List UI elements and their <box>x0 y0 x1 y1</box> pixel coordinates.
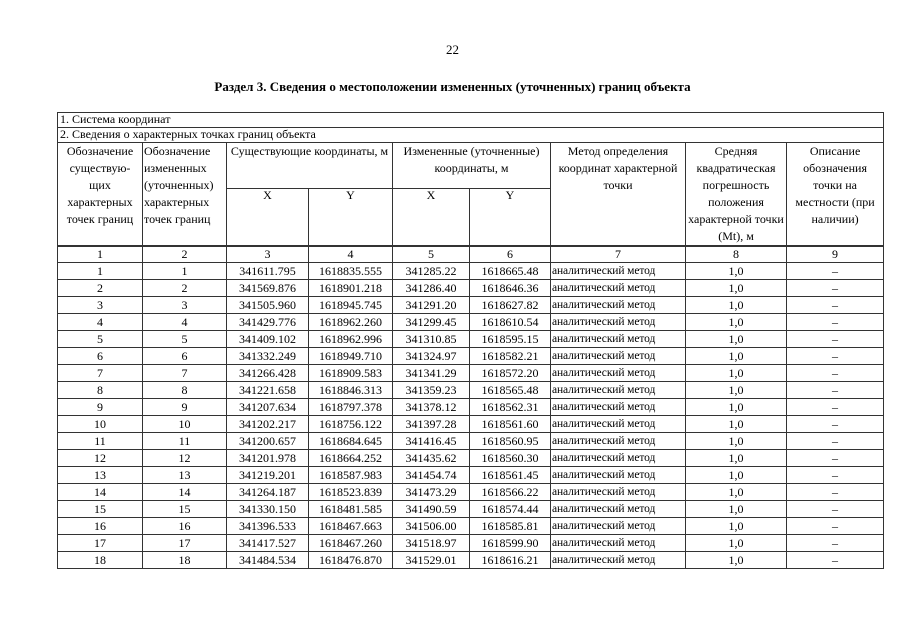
y-changed-cell: 1618616.21 <box>470 552 551 569</box>
column-number: 2 <box>143 246 227 263</box>
y-existing-cell: 1618945.745 <box>309 297 393 314</box>
error-cell: 1,0 <box>686 365 787 382</box>
table-row <box>58 552 884 569</box>
method-cell: аналитический метод <box>551 501 686 518</box>
description-cell: – <box>787 535 884 552</box>
table-row <box>58 314 884 331</box>
method-cell: аналитический метод <box>551 263 686 280</box>
description-cell: – <box>787 297 884 314</box>
changed-point-cell: 3 <box>143 297 227 314</box>
y-existing-cell: 1618835.555 <box>309 263 393 280</box>
changed-point-cell: 11 <box>143 433 227 450</box>
x-changed-cell: 341473.29 <box>393 484 470 501</box>
method-cell: аналитический метод <box>551 484 686 501</box>
changed-point-cell: 2 <box>143 280 227 297</box>
existing-point-cell: 3 <box>58 297 143 314</box>
y-existing-cell: 1618962.260 <box>309 314 393 331</box>
y-changed-cell: 1618599.90 <box>470 535 551 552</box>
changed-point-cell: 1 <box>143 263 227 280</box>
header-existing-point: Обозначение существую-щих характерных точек границ <box>58 143 143 247</box>
column-number: 3 <box>227 246 309 263</box>
changed-point-cell: 7 <box>143 365 227 382</box>
description-cell: – <box>787 518 884 535</box>
x-existing-cell: 341396.533 <box>227 518 309 535</box>
existing-point-cell: 14 <box>58 484 143 501</box>
coordinate-system-row: 1. Система координат <box>58 113 884 128</box>
x-changed-cell: 341359.23 <box>393 382 470 399</box>
header-description: Описание обозначения точки на местности (при наличии) <box>787 143 884 247</box>
changed-point-cell: 13 <box>143 467 227 484</box>
description-cell: – <box>787 467 884 484</box>
y-changed-cell: 1618582.21 <box>470 348 551 365</box>
header-changed-coords: Измененные (уточненные) координаты, м <box>393 143 551 189</box>
y-existing-cell: 1618523.839 <box>309 484 393 501</box>
error-cell: 1,0 <box>686 535 787 552</box>
column-number: 4 <box>309 246 393 263</box>
y-existing-cell: 1618962.996 <box>309 331 393 348</box>
existing-point-cell: 4 <box>58 314 143 331</box>
y-existing-cell: 1618476.870 <box>309 552 393 569</box>
error-cell: 1,0 <box>686 331 787 348</box>
method-cell: аналитический метод <box>551 450 686 467</box>
table-row <box>58 518 884 535</box>
y-existing-cell: 1618909.583 <box>309 365 393 382</box>
table-row <box>58 297 884 314</box>
x-changed-cell: 341286.40 <box>393 280 470 297</box>
column-numbers-row <box>58 246 884 263</box>
method-cell: аналитический метод <box>551 348 686 365</box>
table-row <box>58 382 884 399</box>
characteristic-points-row: 2. Сведения о характерных точках границ объекта <box>58 128 884 143</box>
y-existing-cell: 1618481.585 <box>309 501 393 518</box>
existing-point-cell: 12 <box>58 450 143 467</box>
description-cell: – <box>787 433 884 450</box>
x-changed-cell: 341285.22 <box>393 263 470 280</box>
x-existing-cell: 341200.657 <box>227 433 309 450</box>
x-existing-cell: 341569.876 <box>227 280 309 297</box>
x-existing-cell: 341417.527 <box>227 535 309 552</box>
description-cell: – <box>787 450 884 467</box>
y-existing-cell: 1618949.710 <box>309 348 393 365</box>
changed-point-cell: 5 <box>143 331 227 348</box>
x-existing-cell: 341266.428 <box>227 365 309 382</box>
description-cell: – <box>787 263 884 280</box>
changed-point-cell: 18 <box>143 552 227 569</box>
table-row <box>58 450 884 467</box>
x-existing-cell: 341505.960 <box>227 297 309 314</box>
column-number: 6 <box>470 246 551 263</box>
y-changed-cell: 1618627.82 <box>470 297 551 314</box>
y-existing-cell: 1618587.983 <box>309 467 393 484</box>
description-cell: – <box>787 331 884 348</box>
header-x-changed: X <box>393 189 470 246</box>
column-number: 1 <box>58 246 143 263</box>
header-y-changed: Y <box>470 189 551 246</box>
y-changed-cell: 1618566.22 <box>470 484 551 501</box>
y-changed-cell: 1618561.60 <box>470 416 551 433</box>
y-existing-cell: 1618797.378 <box>309 399 393 416</box>
existing-point-cell: 8 <box>58 382 143 399</box>
column-number: 7 <box>551 246 686 263</box>
boundary-points-table <box>57 112 884 569</box>
header-changed-point: Обозначение измененных (уточненных) характерных точек границ <box>143 143 227 247</box>
y-existing-cell: 1618684.645 <box>309 433 393 450</box>
description-cell: – <box>787 382 884 399</box>
x-changed-cell: 341324.97 <box>393 348 470 365</box>
existing-point-cell: 11 <box>58 433 143 450</box>
method-cell: аналитический метод <box>551 552 686 569</box>
method-cell: аналитический метод <box>551 467 686 484</box>
x-existing-cell: 341264.187 <box>227 484 309 501</box>
y-existing-cell: 1618901.218 <box>309 280 393 297</box>
method-cell: аналитический метод <box>551 433 686 450</box>
error-cell: 1,0 <box>686 501 787 518</box>
method-cell: аналитический метод <box>551 518 686 535</box>
changed-point-cell: 15 <box>143 501 227 518</box>
table-row <box>58 484 884 501</box>
existing-point-cell: 15 <box>58 501 143 518</box>
method-cell: аналитический метод <box>551 365 686 382</box>
description-cell: – <box>787 501 884 518</box>
error-cell: 1,0 <box>686 552 787 569</box>
changed-point-cell: 14 <box>143 484 227 501</box>
table-row <box>58 263 884 280</box>
header-method: Метод определения координат характерной точки <box>551 143 686 247</box>
y-existing-cell: 1618664.252 <box>309 450 393 467</box>
existing-point-cell: 7 <box>58 365 143 382</box>
error-cell: 1,0 <box>686 263 787 280</box>
description-cell: – <box>787 484 884 501</box>
error-cell: 1,0 <box>686 450 787 467</box>
y-changed-cell: 1618585.81 <box>470 518 551 535</box>
table-row <box>58 467 884 484</box>
header-error: Средняя квадратическая погрешность положения характерной точки (Mt), м <box>686 143 787 247</box>
method-cell: аналитический метод <box>551 382 686 399</box>
y-changed-cell: 1618560.95 <box>470 433 551 450</box>
y-changed-cell: 1618560.30 <box>470 450 551 467</box>
x-changed-cell: 341397.28 <box>393 416 470 433</box>
x-changed-cell: 341291.20 <box>393 297 470 314</box>
error-cell: 1,0 <box>686 518 787 535</box>
x-existing-cell: 341221.658 <box>227 382 309 399</box>
changed-point-cell: 4 <box>143 314 227 331</box>
y-existing-cell: 1618467.260 <box>309 535 393 552</box>
error-cell: 1,0 <box>686 484 787 501</box>
y-changed-cell: 1618665.48 <box>470 263 551 280</box>
y-existing-cell: 1618756.122 <box>309 416 393 433</box>
existing-point-cell: 10 <box>58 416 143 433</box>
changed-point-cell: 12 <box>143 450 227 467</box>
x-existing-cell: 341332.249 <box>227 348 309 365</box>
changed-point-cell: 16 <box>143 518 227 535</box>
x-existing-cell: 341484.534 <box>227 552 309 569</box>
y-changed-cell: 1618572.20 <box>470 365 551 382</box>
table-row <box>58 501 884 518</box>
header-y-existing: Y <box>309 189 393 246</box>
method-cell: аналитический метод <box>551 416 686 433</box>
column-number: 9 <box>787 246 884 263</box>
changed-point-cell: 8 <box>143 382 227 399</box>
error-cell: 1,0 <box>686 280 787 297</box>
error-cell: 1,0 <box>686 348 787 365</box>
description-cell: – <box>787 280 884 297</box>
error-cell: 1,0 <box>686 433 787 450</box>
error-cell: 1,0 <box>686 314 787 331</box>
x-changed-cell: 341310.85 <box>393 331 470 348</box>
header-existing-coords: Существующие координаты, м <box>227 143 393 189</box>
error-cell: 1,0 <box>686 399 787 416</box>
error-cell: 1,0 <box>686 467 787 484</box>
existing-point-cell: 13 <box>58 467 143 484</box>
existing-point-cell: 5 <box>58 331 143 348</box>
description-cell: – <box>787 365 884 382</box>
x-existing-cell: 341207.634 <box>227 399 309 416</box>
method-cell: аналитический метод <box>551 314 686 331</box>
x-existing-cell: 341611.795 <box>227 263 309 280</box>
method-cell: аналитический метод <box>551 297 686 314</box>
method-cell: аналитический метод <box>551 535 686 552</box>
changed-point-cell: 17 <box>143 535 227 552</box>
column-number: 5 <box>393 246 470 263</box>
y-changed-cell: 1618565.48 <box>470 382 551 399</box>
y-existing-cell: 1618846.313 <box>309 382 393 399</box>
x-changed-cell: 341529.01 <box>393 552 470 569</box>
page-number: 22 <box>446 42 459 57</box>
description-cell: – <box>787 399 884 416</box>
x-changed-cell: 341454.74 <box>393 467 470 484</box>
x-existing-cell: 341409.102 <box>227 331 309 348</box>
x-changed-cell: 341518.97 <box>393 535 470 552</box>
existing-point-cell: 1 <box>58 263 143 280</box>
changed-point-cell: 10 <box>143 416 227 433</box>
x-changed-cell: 341506.00 <box>393 518 470 535</box>
table-row <box>58 399 884 416</box>
y-changed-cell: 1618562.31 <box>470 399 551 416</box>
error-cell: 1,0 <box>686 297 787 314</box>
y-changed-cell: 1618646.36 <box>470 280 551 297</box>
y-changed-cell: 1618561.45 <box>470 467 551 484</box>
x-changed-cell: 341416.45 <box>393 433 470 450</box>
method-cell: аналитический метод <box>551 280 686 297</box>
y-changed-cell: 1618574.44 <box>470 501 551 518</box>
y-changed-cell: 1618595.15 <box>470 331 551 348</box>
description-cell: – <box>787 416 884 433</box>
table-row <box>58 535 884 552</box>
method-cell: аналитический метод <box>551 399 686 416</box>
description-cell: – <box>787 314 884 331</box>
existing-point-cell: 17 <box>58 535 143 552</box>
table-row <box>58 348 884 365</box>
existing-point-cell: 9 <box>58 399 143 416</box>
error-cell: 1,0 <box>686 416 787 433</box>
x-existing-cell: 341429.776 <box>227 314 309 331</box>
x-changed-cell: 341378.12 <box>393 399 470 416</box>
existing-point-cell: 18 <box>58 552 143 569</box>
error-cell: 1,0 <box>686 382 787 399</box>
existing-point-cell: 16 <box>58 518 143 535</box>
table-row <box>58 433 884 450</box>
table-row <box>58 331 884 348</box>
section-title: Раздел 3. Сведения о местоположении измененных (уточненных) границ объекта <box>214 79 691 94</box>
header-x-existing: X <box>227 189 309 246</box>
description-cell: – <box>787 348 884 365</box>
y-existing-cell: 1618467.663 <box>309 518 393 535</box>
x-existing-cell: 341330.150 <box>227 501 309 518</box>
existing-point-cell: 2 <box>58 280 143 297</box>
description-cell: – <box>787 552 884 569</box>
y-changed-cell: 1618610.54 <box>470 314 551 331</box>
x-changed-cell: 341435.62 <box>393 450 470 467</box>
existing-point-cell: 6 <box>58 348 143 365</box>
table-row <box>58 416 884 433</box>
changed-point-cell: 9 <box>143 399 227 416</box>
x-existing-cell: 341202.217 <box>227 416 309 433</box>
column-number: 8 <box>686 246 787 263</box>
x-changed-cell: 341299.45 <box>393 314 470 331</box>
x-existing-cell: 341219.201 <box>227 467 309 484</box>
x-changed-cell: 341490.59 <box>393 501 470 518</box>
x-existing-cell: 341201.978 <box>227 450 309 467</box>
table-row <box>58 280 884 297</box>
x-changed-cell: 341341.29 <box>393 365 470 382</box>
changed-point-cell: 6 <box>143 348 227 365</box>
table-row <box>58 365 884 382</box>
method-cell: аналитический метод <box>551 331 686 348</box>
